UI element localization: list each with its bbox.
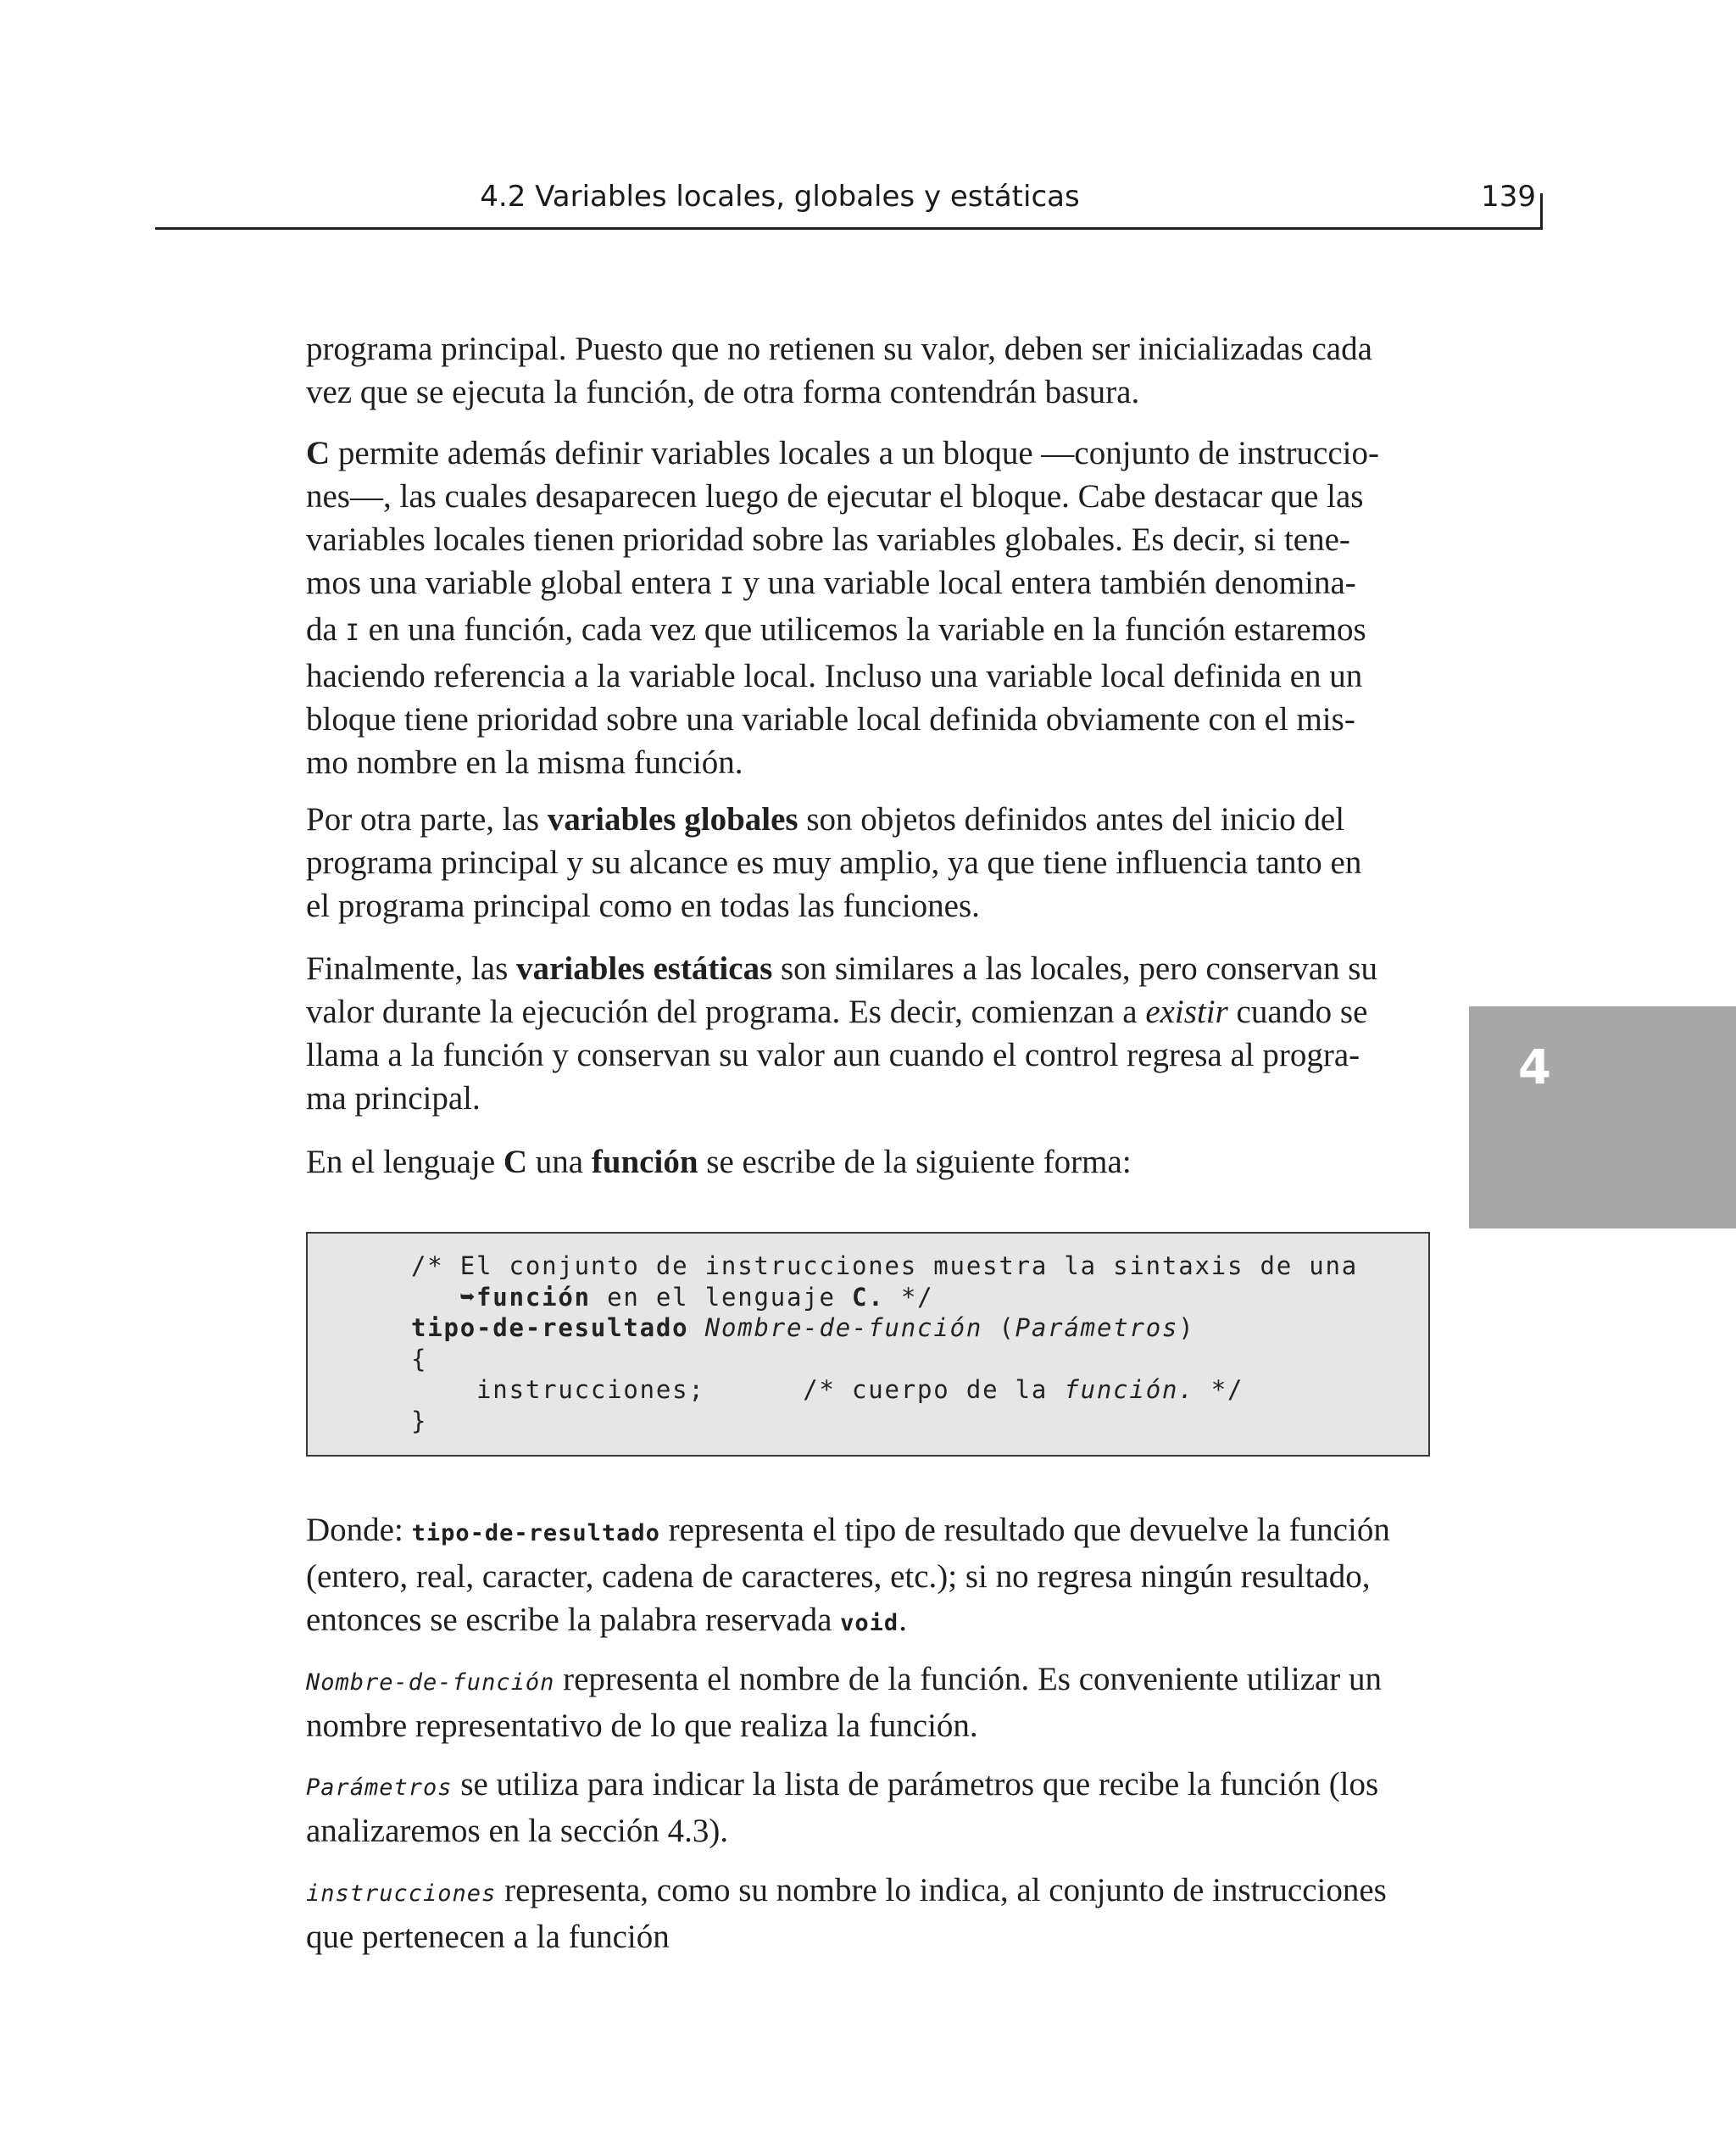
text-run: cuando se bbox=[1227, 994, 1368, 1030]
text-line bbox=[306, 1657, 1382, 1704]
text-line: ma principal. bbox=[306, 1080, 481, 1117]
text-line: nombre representativo de lo que realiza la función. bbox=[306, 1708, 978, 1744]
paragraph-3 bbox=[306, 798, 1361, 928]
inline-code: Parámetros bbox=[306, 1774, 453, 1801]
text-run: Finalmente, las bbox=[306, 950, 517, 987]
text-run: En el lenguaje bbox=[306, 1144, 504, 1180]
header-rule-tick bbox=[1540, 193, 1543, 230]
code-text: ( bbox=[982, 1313, 1015, 1342]
code-text: instrucciones; /* cuerpo de la bbox=[476, 1375, 1065, 1404]
text-run: una bbox=[527, 1144, 592, 1180]
text-line bbox=[306, 1508, 1390, 1555]
text-line: haciendo referencia a la variable local. Incluso una variable local definida en un bbox=[306, 658, 1363, 694]
code-line bbox=[411, 1374, 1358, 1406]
text-line bbox=[306, 990, 1377, 1033]
italic-term: existir bbox=[1145, 994, 1228, 1030]
text-line bbox=[306, 1763, 1378, 1809]
text-line bbox=[306, 1598, 1390, 1645]
text-line: que pertenecen a la función bbox=[306, 1919, 670, 1955]
text-line bbox=[306, 798, 1361, 841]
running-header-title: 4.2 Variables locales, globales y estáticas bbox=[480, 180, 1080, 214]
bold-term: C bbox=[306, 435, 331, 471]
text-run: representa, como su nombre lo indica, al conjunto de instrucciones bbox=[496, 1872, 1387, 1908]
text-run: y una variable local entera también denomina- bbox=[734, 565, 1356, 601]
code-line: /* El conjunto de instrucciones muestra la sintaxis de una bbox=[411, 1251, 1359, 1280]
code-line bbox=[411, 1312, 1358, 1344]
code-keyword: C. bbox=[852, 1282, 885, 1312]
text-run: representa el nombre de la función. Es conveniente utilizar un bbox=[554, 1661, 1383, 1697]
text-line: el programa principal como en todas las funciones. bbox=[306, 888, 980, 924]
text-run: da bbox=[306, 611, 346, 648]
text-run: son similares a las locales, pero conservan su bbox=[772, 950, 1377, 987]
text-run: valor durante la ejecución del programa. Es decir, comienzan a bbox=[306, 994, 1146, 1030]
paragraph-2 bbox=[306, 432, 1379, 784]
text-run: cada vez que utilicemos la variable en la función estaremos bbox=[573, 611, 1366, 648]
inline-code: instrucciones bbox=[306, 1880, 497, 1907]
text-line: (entero, real, caracter, cadena de caracteres, etc.); si no regresa ningún resultado, bbox=[306, 1558, 1371, 1595]
code-italic: Nombre-de-función bbox=[704, 1313, 983, 1342]
text-run: . bbox=[899, 1602, 907, 1638]
definition-instrucciones bbox=[306, 1869, 1387, 1958]
bold-term: variables globales bbox=[547, 801, 798, 838]
text-line: programa principal. Puesto que no retienen su valor, deben ser inicializadas cada bbox=[306, 331, 1372, 367]
definition-tipo-de-resultado bbox=[306, 1508, 1390, 1645]
text-line: vez que se ejecuta la función, de otra forma contendrán basura. bbox=[306, 374, 1140, 410]
paragraph-1 bbox=[306, 327, 1372, 414]
inline-code: I bbox=[720, 573, 735, 599]
code-line: } bbox=[411, 1406, 428, 1435]
text-line: mo nombre en la misma función. bbox=[306, 744, 743, 781]
text-line bbox=[306, 561, 1379, 608]
code-keyword: función bbox=[476, 1282, 591, 1312]
inline-code: void bbox=[840, 1610, 899, 1636]
code-text: */ bbox=[884, 1282, 934, 1312]
header-rule bbox=[155, 227, 1543, 230]
text-line: llama a la función y conservan su valor aun cuando el control regresa al progra- bbox=[306, 1037, 1360, 1073]
text-line bbox=[306, 947, 1377, 990]
text-run: entonces se escribe la palabra reservada bbox=[306, 1602, 841, 1638]
text-line bbox=[306, 1140, 1132, 1184]
code-text: en el lenguaje bbox=[590, 1282, 853, 1312]
code-block bbox=[306, 1232, 1430, 1457]
text-run: Donde: bbox=[306, 1512, 412, 1548]
bold-term: variables estáticas bbox=[516, 950, 773, 987]
bold-term: C bbox=[503, 1144, 527, 1180]
code-lines bbox=[411, 1251, 1358, 1436]
code-text bbox=[688, 1313, 704, 1342]
italic-comma: , bbox=[565, 611, 574, 648]
code-line bbox=[411, 1282, 1358, 1313]
text-run: permite además definir variables locales a un bloque —conjunto de instruccio- bbox=[330, 435, 1380, 471]
paragraph-5 bbox=[306, 1140, 1132, 1184]
definition-parametros bbox=[306, 1763, 1378, 1852]
text-line bbox=[306, 432, 1379, 475]
text-run: mos una variable global entera bbox=[306, 565, 721, 601]
bold-term: función bbox=[591, 1144, 698, 1180]
inline-code: Nombre-de-función bbox=[306, 1669, 555, 1696]
text-line: nes—, las cuales desaparecen luego de ejecutar el bloque. Cabe destacar que las bbox=[306, 478, 1364, 515]
text-line: analizaremos en la sección 4.3). bbox=[306, 1813, 729, 1849]
chapter-number: 4 bbox=[1518, 1040, 1551, 1095]
text-run: se utiliza para indicar la lista de parámetros que recibe la función (los bbox=[452, 1766, 1379, 1802]
code-keyword: tipo-de-resultado bbox=[411, 1313, 689, 1342]
page-number: 139 bbox=[1481, 180, 1536, 214]
text-run: Por otra parte, las bbox=[306, 801, 548, 838]
text-run: son objetos definidos antes del inicio del bbox=[798, 801, 1345, 838]
paragraph-4 bbox=[306, 947, 1377, 1120]
code-italic: función. bbox=[1064, 1375, 1195, 1404]
code-text: */ bbox=[1194, 1375, 1244, 1404]
continuation-arrow-icon: ➥ bbox=[459, 1282, 477, 1312]
text-line bbox=[306, 1869, 1387, 1915]
text-line: bloque tiene prioridad sobre una variable local definida obviamente con el mis- bbox=[306, 701, 1355, 738]
code-text: ) bbox=[1178, 1313, 1195, 1342]
text-run: en una función bbox=[359, 611, 565, 648]
inline-code: tipo-de-resultado bbox=[411, 1520, 660, 1546]
text-run: representa el tipo de resultado que devuelve la función bbox=[659, 1512, 1390, 1548]
code-line: { bbox=[411, 1344, 428, 1373]
chapter-tab bbox=[1469, 1006, 1736, 1228]
definition-nombre-de-funcion bbox=[306, 1657, 1382, 1747]
text-line: programa principal y su alcance es muy amplio, ya que tiene influencia tanto en bbox=[306, 844, 1362, 881]
text-line bbox=[306, 608, 1379, 655]
code-italic: Parámetros bbox=[1015, 1313, 1179, 1342]
text-run: se escribe de la siguiente forma: bbox=[698, 1144, 1132, 1180]
text-line: variables locales tienen prioridad sobre las variables globales. Es decir, si tene- bbox=[306, 521, 1350, 558]
inline-code: I bbox=[345, 620, 360, 646]
